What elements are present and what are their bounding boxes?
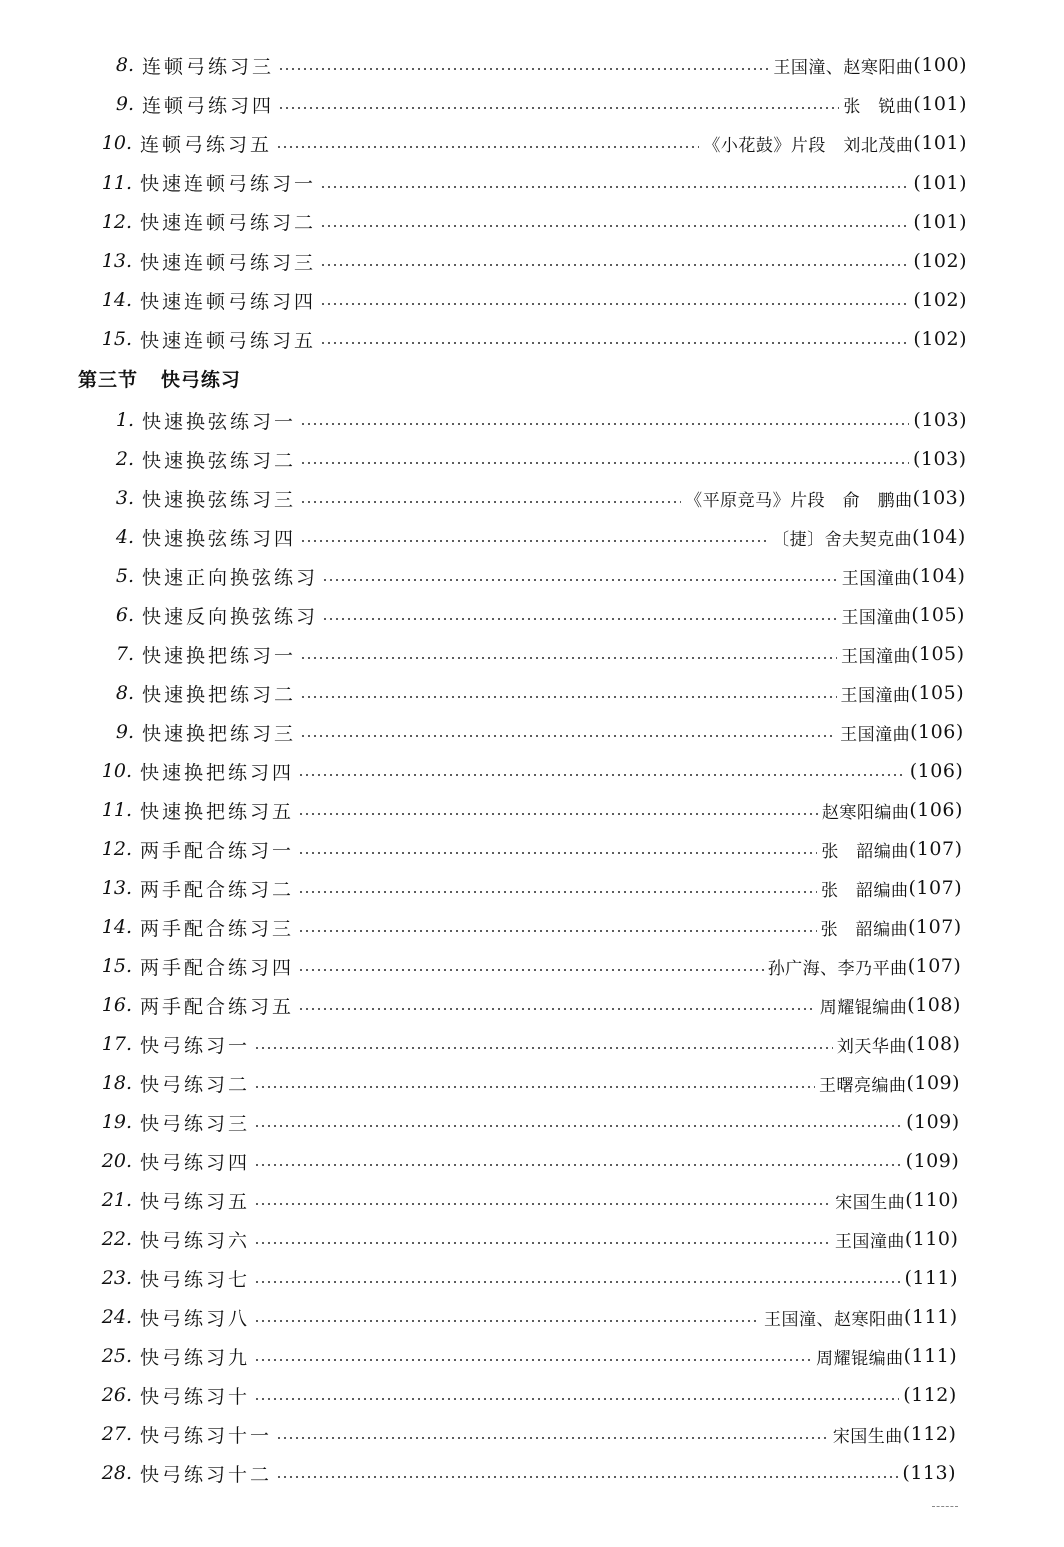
toc-entry[interactable]	[0, 1027, 960, 1061]
entry-title: 快速换弦练习一	[142, 410, 297, 433]
dot-leader	[298, 813, 818, 815]
dot-leader	[320, 342, 909, 344]
dot-leader	[300, 696, 837, 698]
dot-leader	[298, 774, 906, 776]
toc-entry[interactable]	[0, 1417, 956, 1451]
entry-page-number: (112)	[903, 1384, 957, 1406]
entry-title: 两手配合练习二	[140, 878, 295, 901]
toc-entry[interactable]	[0, 1456, 956, 1490]
toc-entry[interactable]	[0, 754, 963, 788]
toc-entry[interactable]	[0, 988, 961, 1022]
entry-page-number: (106)	[909, 799, 963, 821]
entry-author: 王国潼曲	[840, 685, 911, 706]
entry-title: 快速换弦练习四	[142, 527, 297, 550]
entry-author: 赵寒阳编曲	[821, 802, 910, 823]
dot-leader	[320, 225, 909, 227]
dot-leader	[276, 146, 699, 148]
dot-leader	[300, 657, 837, 659]
entry-author: 张 锐曲	[843, 96, 914, 117]
entry-page-number: (100)	[913, 54, 967, 76]
entry-title: 快速换把练习四	[140, 761, 295, 784]
toc-entry[interactable]	[0, 166, 967, 200]
entry-page-number: (110)	[905, 1189, 959, 1211]
entry-page-number: (101)	[913, 132, 967, 155]
dot-leader	[254, 1086, 815, 1088]
toc-entry[interactable]	[0, 949, 961, 983]
entry-number: 9.	[115, 721, 134, 743]
toc-entry[interactable]	[0, 832, 963, 866]
entry-page-number: (111)	[904, 1306, 958, 1328]
entry-author: 王国潼曲	[834, 1231, 905, 1252]
toc-entry[interactable]	[0, 1183, 959, 1217]
toc-entry[interactable]	[0, 1339, 957, 1373]
toc-entry[interactable]	[0, 1066, 960, 1100]
entry-title: 快速换弦练习三	[142, 488, 297, 511]
entry-number: 17.	[101, 1033, 132, 1055]
entry-number: 13.	[101, 877, 132, 899]
toc-entry[interactable]	[0, 676, 964, 710]
toc-entry[interactable]	[0, 1105, 960, 1139]
entry-page-number: (105)	[910, 682, 965, 704]
entry-title: 快弓练习八	[140, 1307, 251, 1330]
entry-number: 9.	[115, 93, 134, 116]
entry-page-number: (111)	[904, 1267, 959, 1289]
entry-number: 4.	[115, 526, 134, 548]
section-heading: 第三节 快弓练习	[78, 368, 241, 391]
dot-leader	[254, 1320, 760, 1322]
entry-number: 3.	[115, 487, 134, 509]
entry-number: 13.	[101, 250, 132, 272]
dot-leader	[298, 1008, 816, 1010]
entry-page-number: (101)	[913, 171, 967, 194]
entry-title: 连顿弓练习四	[142, 94, 275, 117]
entry-author: 〔捷〕舍夫契克曲	[772, 529, 913, 550]
entry-author: 王国潼曲	[841, 607, 912, 628]
toc-entry[interactable]	[0, 598, 965, 632]
entry-title: 快速连顿弓练习五	[140, 329, 317, 352]
toc-entry[interactable]	[0, 637, 965, 671]
entry-title: 快速换把练习三	[142, 722, 297, 745]
entry-page-number: (101)	[913, 210, 967, 233]
toc-entry[interactable]	[0, 322, 967, 356]
toc-entry[interactable]	[0, 715, 964, 749]
dot-leader	[320, 264, 909, 266]
entry-page-number: (102)	[913, 328, 967, 351]
dot-leader	[278, 68, 769, 70]
entry-number: 12.	[101, 210, 132, 233]
toc-entry[interactable]	[0, 244, 967, 278]
entry-author: 《小花鼓》片段 刘北茂曲	[703, 135, 914, 156]
entry-title: 快速连顿弓练习三	[140, 251, 317, 274]
dot-leader	[254, 1281, 900, 1283]
toc-entry[interactable]	[0, 87, 967, 121]
entry-title: 快弓练习九	[140, 1346, 251, 1369]
entry-page-number: (107)	[908, 916, 962, 938]
entry-author: 宋国生曲	[835, 1192, 906, 1213]
entry-title: 快弓练习七	[140, 1268, 251, 1291]
entry-page-number: (101)	[913, 93, 967, 116]
toc-entry[interactable]	[0, 520, 966, 554]
entry-title: 快速换把练习二	[142, 683, 297, 706]
entry-page-number: (109)	[906, 1072, 961, 1094]
entry-title: 快弓练习二	[140, 1073, 251, 1096]
entry-page-number: (103)	[913, 409, 967, 431]
toc-entry[interactable]	[0, 48, 967, 82]
entry-page-number: (106)	[909, 760, 964, 782]
entry-page-number: (106)	[910, 721, 964, 743]
dot-leader	[320, 186, 909, 188]
entry-number: 14.	[101, 289, 132, 312]
toc-entry[interactable]	[0, 205, 967, 239]
entry-page-number: (108)	[907, 994, 961, 1016]
toc-entry[interactable]	[0, 1378, 957, 1412]
toc-entry[interactable]	[0, 481, 966, 515]
entry-number: 10.	[101, 132, 132, 155]
toc-entry[interactable]	[0, 793, 963, 827]
entry-title: 两手配合练习三	[140, 917, 295, 940]
entry-number: 20.	[101, 1150, 132, 1172]
toc-entry[interactable]	[0, 1222, 958, 1256]
entry-page-number: (105)	[910, 643, 965, 665]
entry-title: 快速正向换弦练习	[142, 566, 319, 589]
toc-entry[interactable]	[0, 910, 962, 944]
entry-number: 19.	[101, 1111, 132, 1133]
entry-author: 王曙亮编曲	[818, 1075, 907, 1096]
dot-leader	[254, 1242, 831, 1244]
toc-entry[interactable]	[0, 1300, 958, 1334]
dot-leader	[322, 579, 838, 581]
entry-author: 张 韶编曲	[821, 880, 909, 901]
entry-page-number: (107)	[908, 877, 963, 899]
dot-leader	[254, 1047, 833, 1049]
entry-title: 两手配合练习五	[140, 995, 295, 1018]
entry-page-number: (110)	[904, 1228, 959, 1250]
dot-leader	[298, 930, 817, 932]
entry-title: 快速换弦练习二	[142, 449, 297, 472]
entry-number: 26.	[101, 1384, 132, 1406]
entry-title: 快速反向换弦练习	[142, 605, 319, 628]
entry-page-number: (102)	[913, 289, 967, 312]
entry-title: 连顿弓练习三	[142, 55, 275, 78]
entry-title: 快弓练习四	[140, 1151, 251, 1174]
entry-number: 27.	[101, 1423, 132, 1445]
entry-page-number: (109)	[905, 1150, 960, 1172]
dot-leader	[254, 1203, 831, 1205]
dot-leader	[298, 969, 764, 971]
dot-leader	[320, 303, 909, 305]
entry-author: 张 韶编曲	[820, 919, 909, 940]
entry-number: 25.	[101, 1345, 132, 1367]
entry-title: 快弓练习六	[140, 1229, 251, 1252]
entry-page-number: (107)	[908, 838, 963, 860]
entry-title: 连顿弓练习五	[140, 133, 273, 156]
entry-number: 16.	[101, 994, 132, 1016]
entry-title: 快速换把练习一	[142, 644, 297, 667]
entry-title: 快速换把练习五	[140, 800, 295, 823]
toc-entry[interactable]	[0, 871, 962, 905]
entry-title: 快弓练习十一	[140, 1424, 273, 1447]
entry-title: 快弓练习三	[140, 1112, 251, 1135]
dot-leader	[254, 1125, 902, 1127]
entry-author: 刘天华曲	[836, 1036, 907, 1057]
entry-number: 8.	[115, 54, 134, 76]
toc-entry[interactable]	[0, 442, 967, 476]
dot-leader	[276, 1437, 829, 1439]
dot-leader	[322, 618, 837, 620]
entry-title: 快弓练习十二	[140, 1463, 273, 1486]
entry-number: 11.	[101, 171, 132, 194]
entry-author: 宋国生曲	[832, 1426, 903, 1447]
page-corner-mark	[932, 1506, 958, 1507]
entry-number: 15.	[101, 955, 132, 977]
entry-number: 24.	[101, 1306, 132, 1328]
entry-author: 王国潼曲	[840, 646, 911, 667]
entry-title: 两手配合练习一	[140, 839, 295, 862]
entry-page-number: (111)	[903, 1345, 958, 1367]
entry-title: 快弓练习十	[140, 1385, 251, 1408]
entry-number: 10.	[101, 760, 132, 782]
entry-page-number: (104)	[911, 565, 966, 587]
entry-page-number: (112)	[902, 1423, 957, 1445]
dot-leader	[254, 1359, 812, 1361]
entry-number: 11.	[101, 799, 132, 821]
dot-leader	[300, 540, 768, 542]
entry-number: 6.	[115, 604, 134, 626]
entry-page-number: (104)	[912, 526, 966, 548]
toc-entry[interactable]	[0, 126, 967, 160]
entry-number: 21.	[101, 1189, 132, 1211]
entry-number: 14.	[101, 916, 132, 938]
entry-title: 快速连顿弓练习四	[140, 290, 317, 313]
toc-entry[interactable]	[0, 1261, 958, 1295]
dot-leader	[278, 107, 839, 109]
entry-author: 周耀锟编曲	[819, 997, 908, 1018]
dot-leader	[254, 1398, 899, 1400]
toc-entry[interactable]	[0, 283, 967, 317]
entry-number: 28.	[101, 1462, 132, 1484]
entry-number: 15.	[101, 328, 132, 351]
entry-page-number: (108)	[906, 1033, 961, 1055]
entry-author: 王国潼、赵寒阳曲	[773, 57, 914, 78]
entry-page-number: (113)	[902, 1462, 956, 1484]
entry-number: 2.	[115, 448, 134, 470]
entry-number: 18.	[101, 1072, 132, 1094]
entry-title: 两手配合练习四	[140, 956, 295, 979]
entry-page-number: (103)	[912, 487, 967, 509]
entry-author: 王国潼曲	[841, 568, 912, 589]
dot-leader	[300, 462, 909, 464]
entry-page-number: (107)	[907, 955, 962, 977]
dot-leader	[300, 423, 909, 425]
entry-title: 快弓练习五	[140, 1190, 251, 1213]
dot-leader	[254, 1164, 902, 1166]
entry-title: 快速连顿弓练习二	[140, 212, 317, 235]
entry-title: 快弓练习一	[140, 1034, 251, 1057]
dot-leader	[300, 501, 681, 503]
entry-number: 23.	[101, 1267, 132, 1289]
toc-entry[interactable]	[0, 403, 967, 437]
toc-entry[interactable]	[0, 1144, 959, 1178]
entry-page-number: (103)	[912, 448, 967, 470]
entry-author: 《平原竞马》片段 俞 鹏曲	[685, 490, 913, 511]
entry-author: 王国潼曲	[840, 724, 911, 745]
entry-number: 5.	[115, 565, 134, 587]
entry-page-number: (102)	[913, 250, 967, 272]
entry-number: 8.	[115, 682, 134, 704]
entry-author: 孙广海、李乃平曲	[767, 958, 908, 979]
entry-author: 张 韶编曲	[821, 841, 909, 862]
entry-number: 12.	[101, 838, 132, 860]
toc-entry[interactable]	[0, 559, 965, 593]
entry-page-number: (105)	[911, 604, 965, 626]
entry-author: 王国潼、赵寒阳曲	[764, 1309, 905, 1330]
dot-leader	[298, 891, 817, 893]
entry-author: 周耀锟编曲	[816, 1348, 904, 1369]
entry-number: 7.	[115, 643, 134, 665]
entry-number: 1.	[115, 409, 134, 431]
dot-leader	[298, 852, 817, 854]
dot-leader	[300, 735, 836, 737]
entry-page-number: (109)	[906, 1111, 960, 1133]
dot-leader	[276, 1476, 898, 1478]
entry-number: 22.	[101, 1228, 132, 1250]
entry-title: 快速连顿弓练习一	[140, 173, 317, 196]
